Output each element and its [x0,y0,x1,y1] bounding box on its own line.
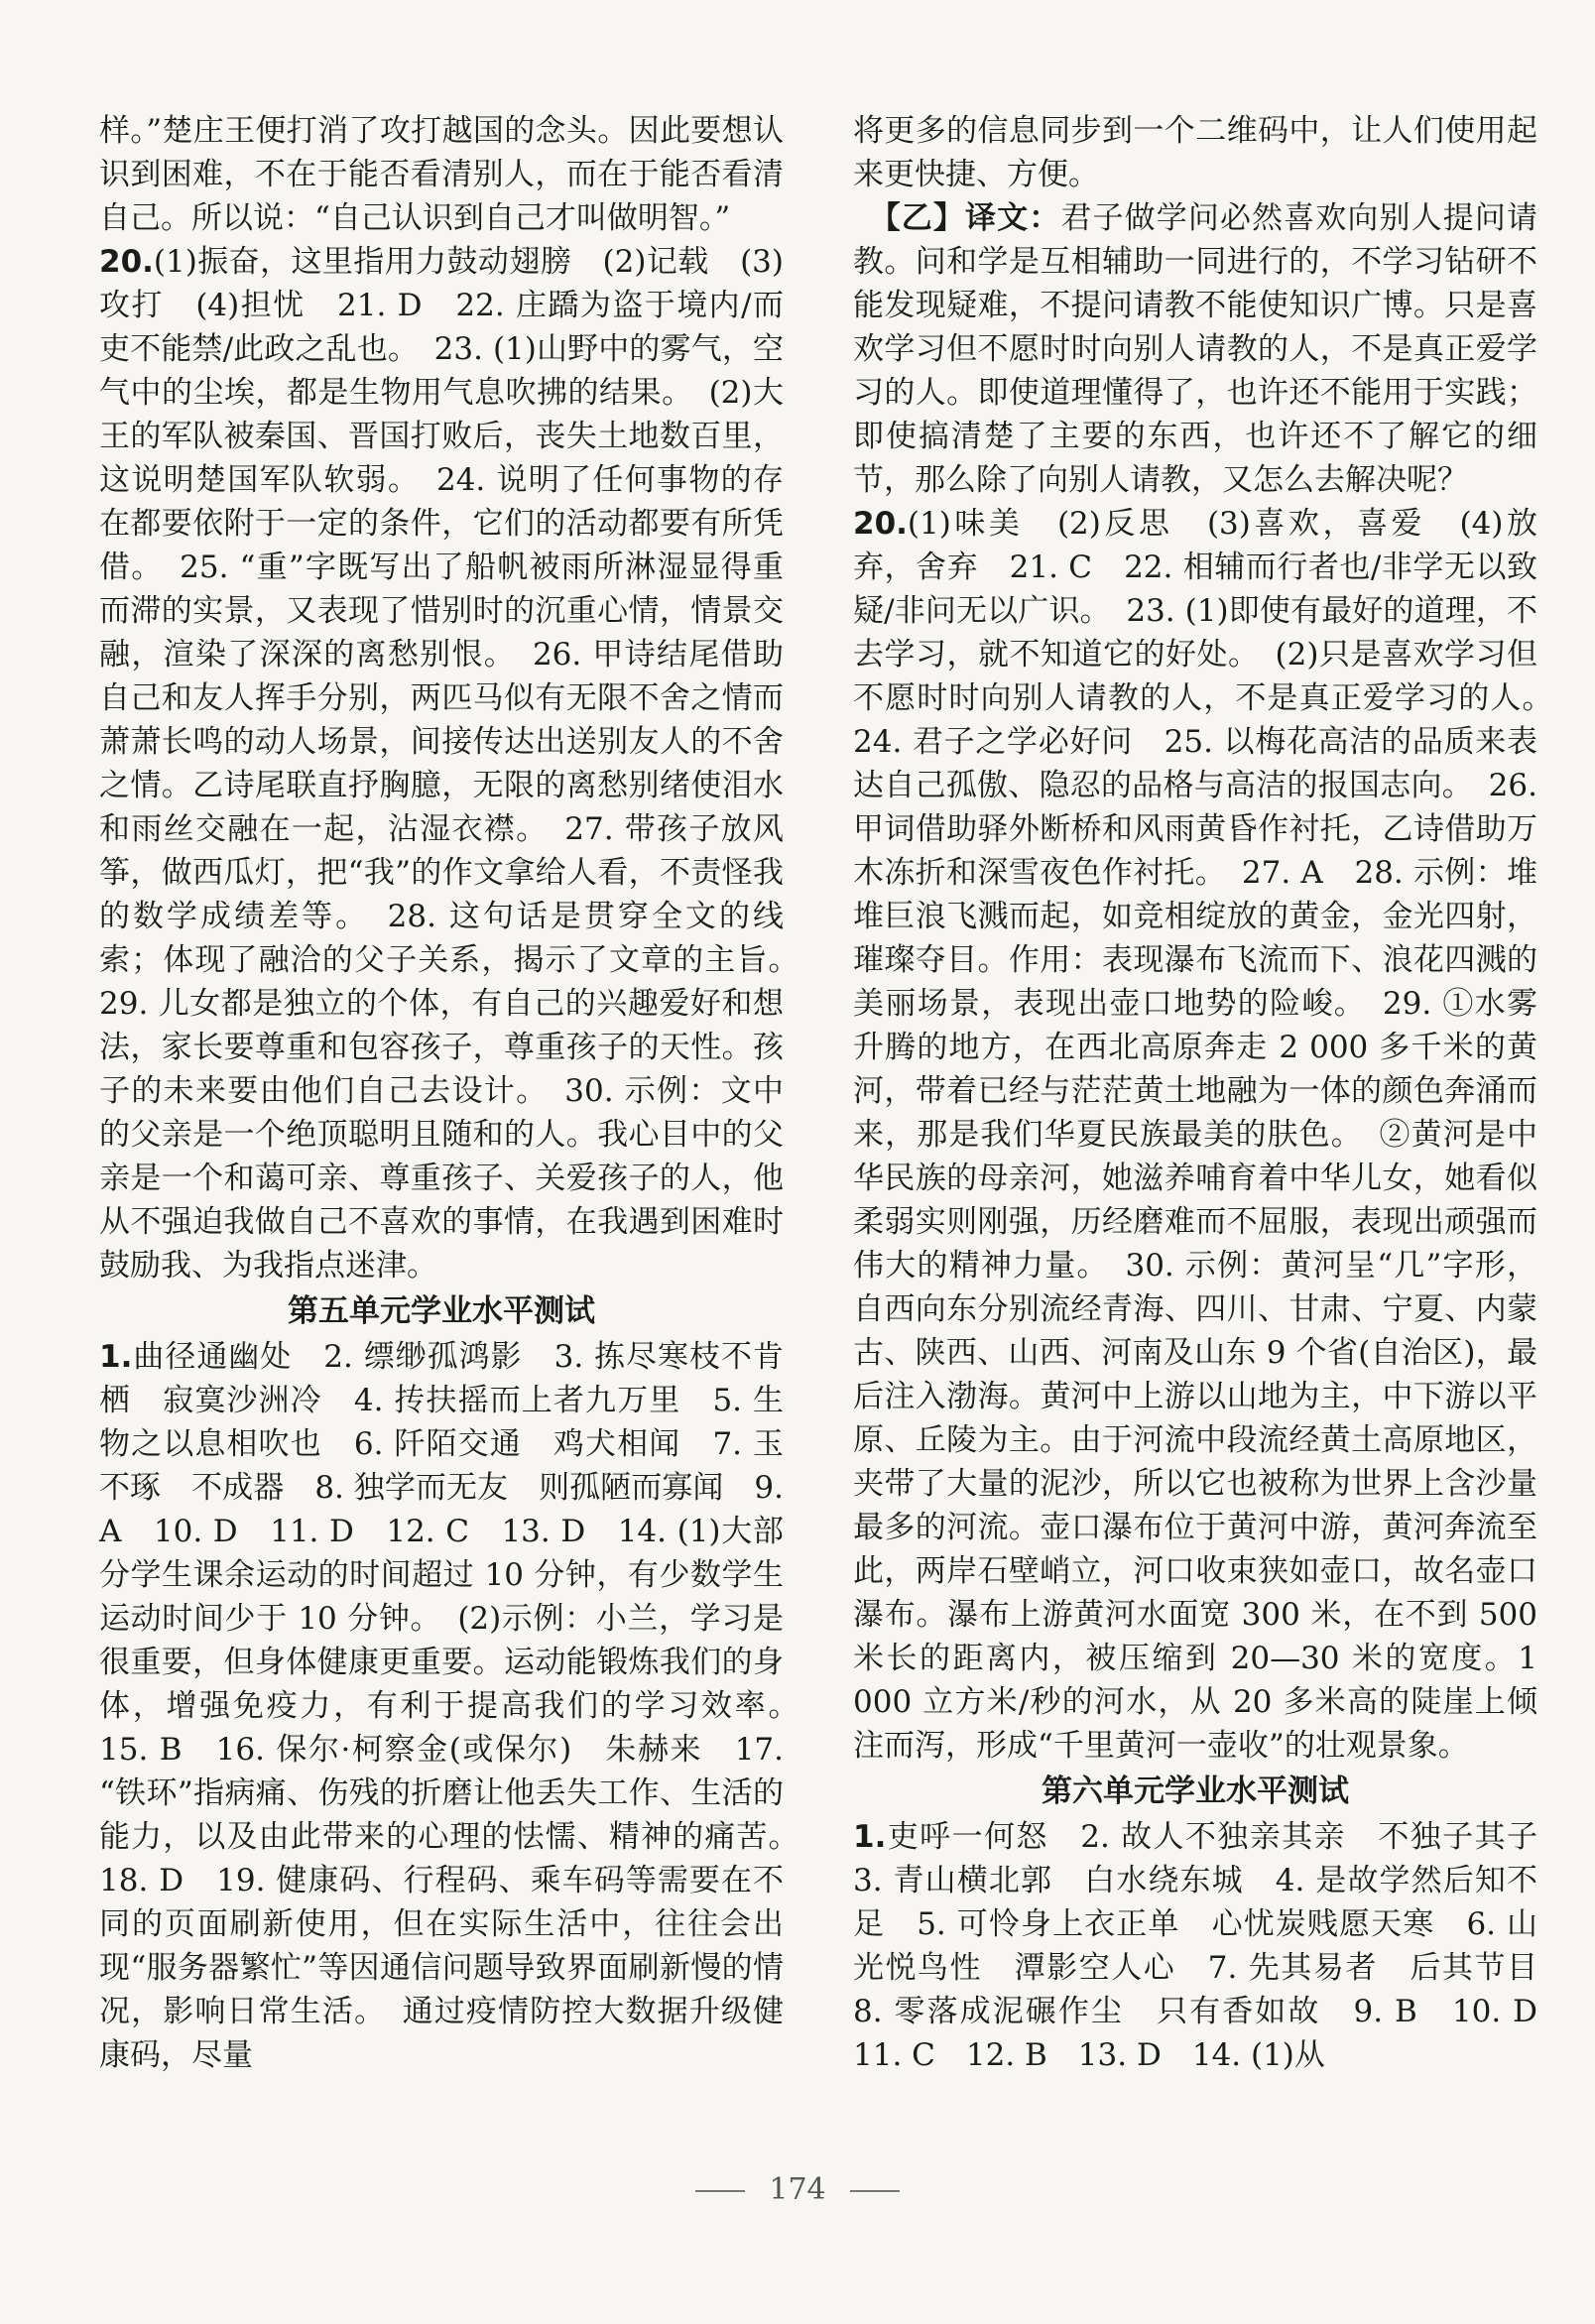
question-number: 1. [99,1339,133,1375]
translation-block [853,196,1537,502]
footer-rule-left [695,2190,745,2192]
section-heading: 第六单元学业水平测试 [1042,1774,1349,1809]
right-column [853,109,1568,2077]
answer-text: (1)味美 (2)反思 (3)喜欢，喜爱 (4)放弃，舍弃 21. C 22. 相辅而行者也/非学无以致疑/非问无以广识。 23. (1)即使有最好的道理，不去学习，就不知道它的好处。 (2)只是喜欢学习但不愿时时向别人请教的人，不是真正爱学习的人。 24. 君子之学必好问 25. 以梅花高洁的品质来表达自己孤傲、隐忍的品格与高洁的报国志向。 26. 甲词借助驿外断桥和风雨黄昏作衬托，乙诗借助万木冻折和深雪夜色作衬托。 27. A 28. 示例：堆堆巨浪飞溅而起，如竞相绽放的黄金，金光四射，璀璨夺目。作用：表现瀑布飞流而下、浪花四溅的美丽场景，表现出壶口地势的险峻。 29. ①水雾升腾的地方，在西北高原奔走 2 000 多千米的黄河，带着已经与茫茫黄土地融为一体的颜色奔涌而来，那是我们华夏民族最美的肤色。 ②黄河是中华民族的母亲河，她滋养哺育着中华儿女，她看似柔弱实则刚强，历经磨难而不屈服，表现出顽强而伟大的精神力量。 30. 示例：黄河呈“几”字形，自西向东分别流经青海、四川、甘肃、宁夏、内蒙古、陕西、山西、河南及山东 9 个省(自治区)，最后注入渤海。黄河中上游以山地为主，中下游以平原、丘陵为主。由于河流中段流经黄土高原地区，夹带了大量的泥沙，所以它也被称为世界上含沙量最多的河流。壶口瀑布位于黄河中游，黄河奔流至此，两岸石壁峭立，河口收束狭如壶口，故名壶口瀑布。瀑布上游黄河水面宽 300 米，在不到 500 米长的距离内，被压缩到 20—30 米的宽度。1 000 立方米/秒的河水，从 20 多米高的陡崖上倾注而泻，形成“千里黄河一壶收”的壮观景象。 [853,506,1568,1764]
answer-block [99,240,814,1287]
paragraph: 样。”楚庄王便打消了攻打越国的念头。因此要想认识到困难，不在于能否看清别人，而在于能否看清自己。所以说：“自己认识到自己才叫做明智。” [99,113,784,236]
translation-text: 君子做学问必然喜欢向别人提问请教。问和学是互相辅助一同进行的，不学习钻研不能发现疑难，不提问请教不能使知识广博。只是喜欢学习但不愿时时向别人请教的人，不是真正爱学习的人。即使道理懂得了，也许还不能用于实践；即使搞清楚了主要的东西，也许还不了解它的细节，那么除了向别人请教，又怎么去解决呢？ [853,200,1538,498]
answer-block [99,1335,814,2077]
page-number: 174 [769,2172,826,2207]
paragraph: 将更多的信息同步到一个二维码中，让人们使用起来更快捷、方便。 [853,113,1537,192]
answer-block [853,502,1568,1768]
answer-text: (1)振奋，这里指用力鼓动翅膀 (2)记载 (3)攻打 (4)担忧 21. D 22. 庄蹻为盗于境内/而吏不能禁/此政之乱也。 23. (1)山野中的雾气，空气中的尘埃，都是生物用气息吹拂的结果。 (2)大王的军队被秦国、晋国打败后，丧失土地数百里，这说明楚国军队软弱。 24. 说明了任何事物的存在都要依附于一定的条件，它们的活动都要有所凭借。 25. “重”字既写出了船帆被雨所淋湿显得重而滞的实景，又表现了惜别时的沉重心情，情景交融，渲染了深深的离愁别恨。 26. 甲诗结尾借助自己和友人挥手分别，两匹马似有无限不舍之情而萧萧长鸣的动人场景，间接传达出送别友人的不舍之情。乙诗尾联直抒胸臆，无限的离愁别绪使泪水和雨丝交融在一起，沾湿衣襟。 27. 带孩子放风筝，做西瓜灯，把“我”的作文拿给人看，不责怪我的数学成绩差等。 28. 这句话是贯穿全文的线索；体现了融洽的父子关系，揭示了文章的主旨。 29. 儿女都是独立的个体，有自己的兴趣爱好和想法，家长要尊重和包容孩子，尊重孩子的天性。孩子的未来要由他们自己去设计。 30. 示例：文中的父亲是一个绝顶聪明且随和的人。我心目中的父亲是一个和蔼可亲、尊重孩子、关爱孩子的人，他从不强迫我做自己不喜欢的事情，在我遇到困难时鼓励我、为我指点迷津。 [99,244,814,1284]
answer-text: 曲径通幽处 2. 缥缈孤鸿影 3. 拣尽寒枝不肯栖 寂寞沙洲冷 4. 抟扶摇而上者九万里 5. 生物之以息相吹也 6. 阡陌交通 鸡犬相闻 7. 玉不琢 不成器 8. 独学而无友 则孤陋而寡闻 9. A 10. D 11. D 12. C 13. D 14. (1)大部分学生课余运动的时间超过 10 分钟，有少数学生运动时间少于 10 分钟。 (2)示例：小兰，学习是很重要，但身体健康更重要。运动能锻炼我们的身体，增强免疫力，有利于提高我们的学习效率。 15. B 16. 保尔·柯察金(或保尔) 朱赫来 17. “铁环”指病痛、伤残的折磨让他丢失工作、生活的能力，以及由此带来的心理的怯懦、精神的痛苦。 18. D 19. 健康码、行程码、乘车码等需要在不同的页面刷新使用，但在实际生活中，往往会出现“服务器繁忙”等因通信问题导致界面刷新慢的情况，影响日常生活。 通过疫情防控大数据升级健康码，尽量 [99,1339,814,2073]
answer-block [853,1815,1568,2077]
section-heading: 第五单元学业水平测试 [288,1293,595,1329]
footer-rule-right [850,2190,900,2192]
question-number: 1. [853,1819,887,1855]
page-footer [0,2172,1595,2207]
answer-text: 吏呼一何怒 2. 故人不独亲其亲 不独子其子 3. 青山横北郭 白水绕东城 4. 是故学然后知不足 5. 可怜身上衣正单 心忧炭贱愿天寒 6. 山光悦鸟性 潭影空人心 7. 先其易者 后其节目 8. 零落成泥碾作尘 只有香如故 9. B 10. D 11. C 12. B 13. D 14. (1)从 [853,1819,1568,2073]
question-number: 20. [853,506,908,542]
translation-tag: 【乙】译文： [885,200,1061,236]
left-column [99,109,814,2077]
question-number: 20. [99,244,154,280]
